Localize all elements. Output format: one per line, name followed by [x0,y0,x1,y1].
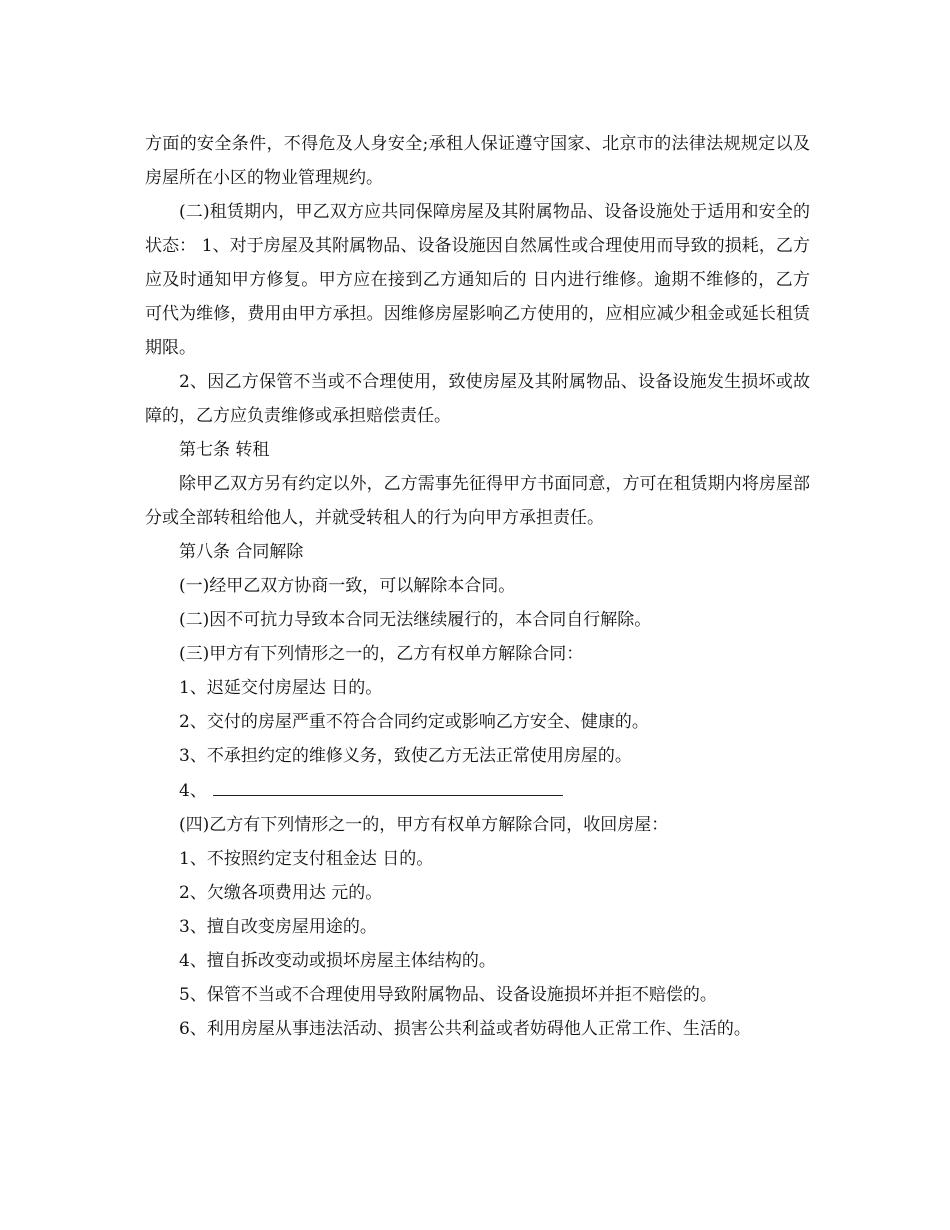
list-item-tenant-6: 6、利用房屋从事违法活动、损害公共利益或者妨碍他人正常工作、生活的。 [179,1019,751,1039]
clause-termination-1: (一)经甲乙双方协商一致，可以解除本合同。 [179,576,516,596]
clause-termination-3: (三)甲方有下列情形之一的，乙方有权单方解除合同： [179,644,584,664]
section-heading-article-7: 第七条 转租 [179,440,270,460]
paragraph-maintenance-duty: (二)租赁期内，甲乙双方应共同保障房屋及其附属物品、设备设施处于适用和安全的状态： 1、对于房屋及其附属物品、设备设施因自然属性或合理使用而导致的损耗，乙方应及时通知甲方修复。甲方应在接到乙方通知后的 日内进行维修。逾期不维修的，乙方可代为维修，费用由甲方承担。因维修房屋影响乙方使用的，应相应减少租金或延长租赁期限。 [145,202,810,358]
paragraph-safety-conditions: 方面的安全条件，不得危及人身安全;承租人保证遵守国家、北京市的法律法规规定以及房屋所在小区的物业管理规约。 [145,134,810,188]
list-item-tenant-1: 1、不按照约定支付租金达 日的。 [179,849,434,869]
section-heading-article-8: 第八条 合同解除 [179,542,304,562]
list-item-tenant-2: 2、欠缴各项费用达 元的。 [179,883,383,903]
list-item-landlord-4 [145,773,810,808]
paragraph-sublease: 除甲乙双方另有约定以外，乙方需事先征得甲方书面同意，方可在租赁期内将房屋部分或全部转租给他人，并就受转租人的行为向甲方承担责任。 [145,474,810,528]
list-item-tenant-4: 4、擅自拆改变动或损坏房屋主体结构的。 [179,951,496,971]
clause-termination-4: (四)乙方有下列情形之一的，甲方有权单方解除合同，收回房屋： [179,815,669,835]
clause-termination-2: (二)因不可抗力导致本合同无法继续履行的，本合同自行解除。 [179,610,652,630]
paragraph-tenant-damage: 2、因乙方保管不当或不合理使用，致使房屋及其附属物品、设备设施发生损坏或故障的，乙方应负责维修或承担赔偿责任。 [145,372,810,426]
fill-in-blank-line [213,773,563,796]
list-item-landlord-2: 2、交付的房屋严重不符合合同约定或影响乙方安全、健康的。 [179,712,649,732]
list-item-landlord-3: 3、不承担约定的维修义务，致使乙方无法正常使用房屋的。 [179,746,632,766]
list-item-landlord-4-number: 4、 [179,781,207,801]
list-item-landlord-1: 1、迟延交付房屋达 日的。 [179,678,383,698]
list-item-tenant-5: 5、保管不当或不合理使用导致附属物品、设备设施损坏并拒不赔偿的。 [179,985,717,1005]
list-item-tenant-3: 3、擅自改变房屋用途的。 [179,917,377,937]
document-body [145,127,810,1046]
